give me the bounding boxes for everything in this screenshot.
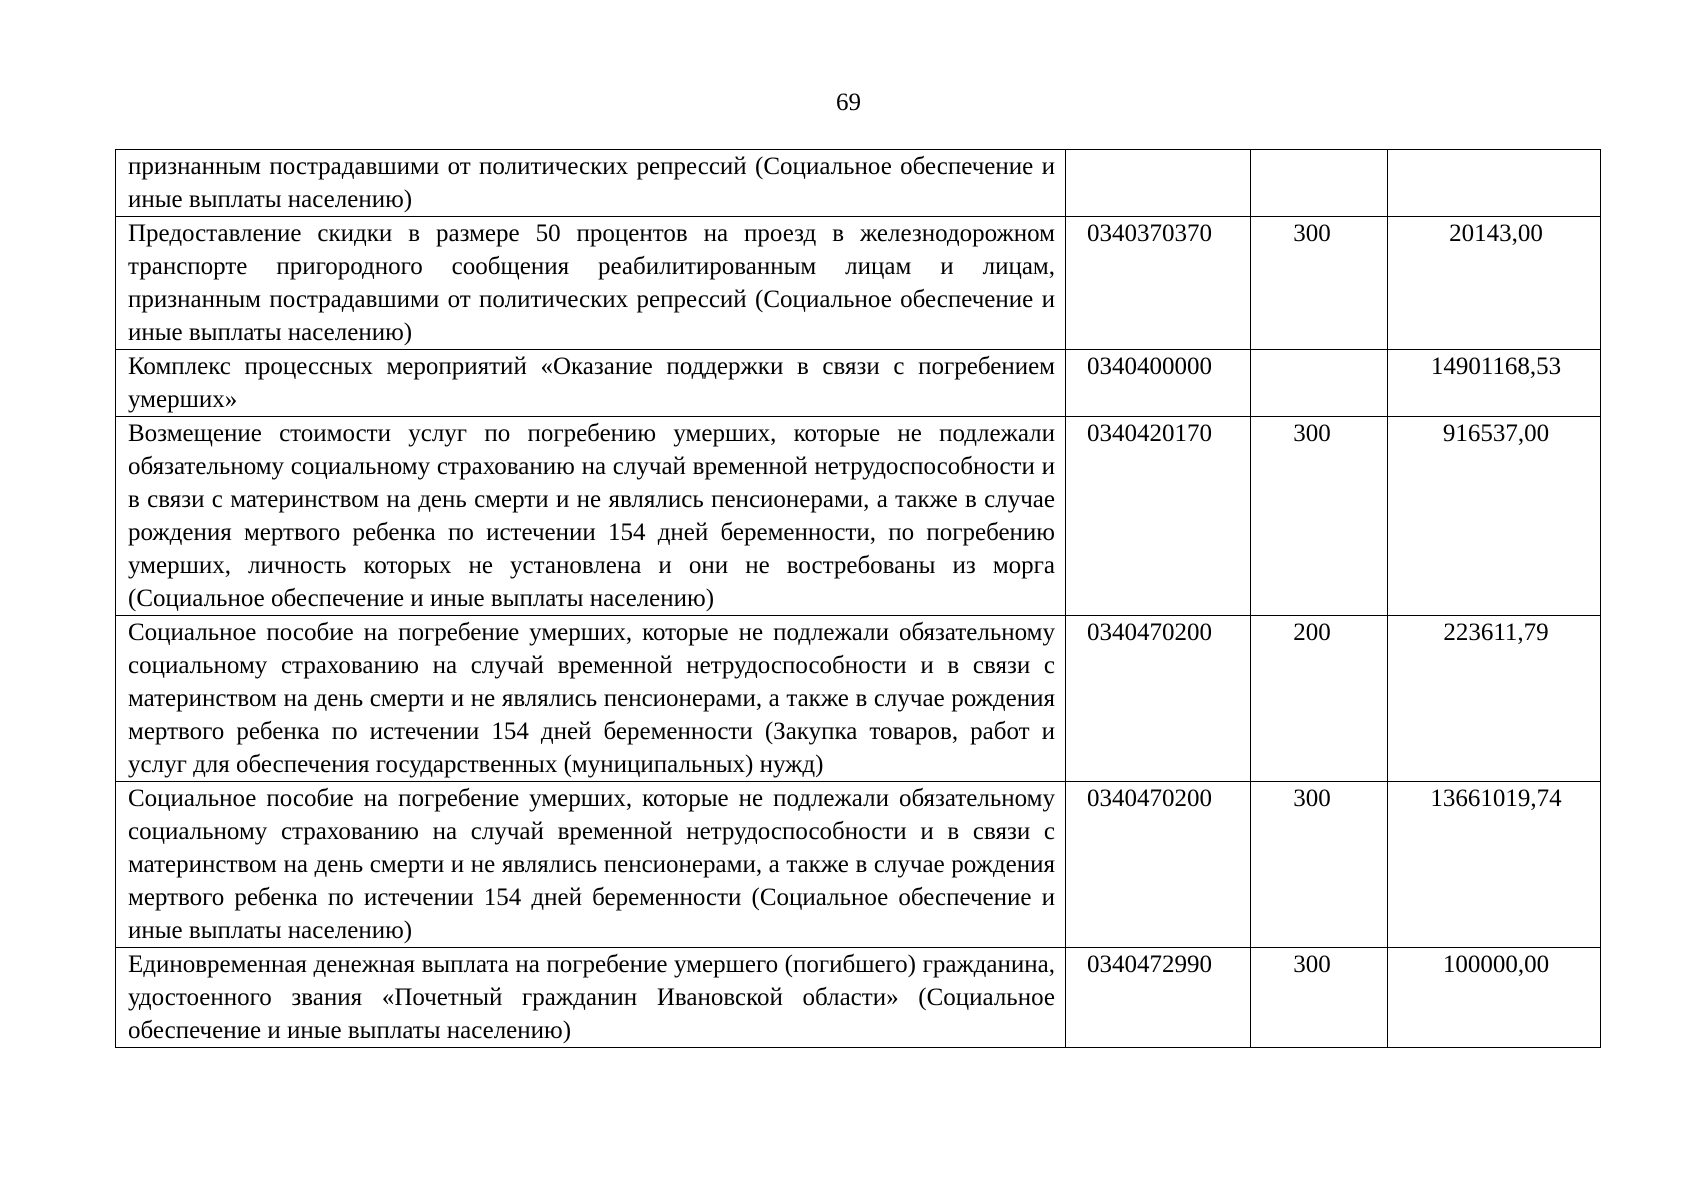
- row-sum: 100000,00: [1388, 948, 1601, 1048]
- page-number: 69: [836, 89, 861, 116]
- row-sum: 223611,79: [1388, 616, 1601, 782]
- table-row: [116, 782, 1601, 948]
- row-expense-type: [1251, 150, 1388, 217]
- budget-table: [115, 149, 1601, 1048]
- table-row: [116, 417, 1601, 616]
- table-row: [116, 948, 1601, 1048]
- row-name: Возмещение стоимости услуг по погребению умерших, которые не подлежали обязательному социальному страхованию на случай временной нетрудоспособности и в связи с материнством на день смерти и не являлись пенсионерами, а также в случае рождения мертвого ребенка по истечении 154 дней беременности, по погребению умерших, личность которых не установлена и они не востребованы из морга (Социальное обеспечение и иные выплаты населению): [116, 417, 1066, 616]
- row-name: Комплекс процессных мероприятий «Оказание поддержки в связи с погребением умерших»: [116, 350, 1066, 417]
- row-name: признанным пострадавшими от политических репрессий (Социальное обеспечение и иные выплаты населению): [116, 150, 1066, 217]
- row-expense-type: 300: [1251, 948, 1388, 1048]
- table-row: [116, 150, 1601, 217]
- row-code: 0340472990: [1066, 948, 1251, 1048]
- row-expense-type: 300: [1251, 217, 1388, 350]
- row-sum: 13661019,74: [1388, 782, 1601, 948]
- row-sum: 20143,00: [1388, 217, 1601, 350]
- row-code: 0340370370: [1066, 217, 1251, 350]
- row-name: Социальное пособие на погребение умерших, которые не подлежали обязательному социальному страхованию на случай временной нетрудоспособности и в связи с материнством на день смерти и не являлись пенсионерами, а также в случае рождения мертвого ребенка по истечении 154 дней беременности (Закупка товаров, работ и услуг для обеспечения государственных (муниципальных) нужд): [116, 616, 1066, 782]
- row-code: 0340470200: [1066, 616, 1251, 782]
- row-expense-type: 300: [1251, 782, 1388, 948]
- row-name: Предоставление скидки в размере 50 процентов на проезд в железнодорожном транспорте пригородного сообщения реабилитированным лицам и лицам, признанным пострадавшими от политических репрессий (Социальное обеспечение и иные выплаты населению): [116, 217, 1066, 350]
- row-code: [1066, 150, 1251, 217]
- row-expense-type: 300: [1251, 417, 1388, 616]
- row-sum: 916537,00: [1388, 417, 1601, 616]
- table-row: [116, 350, 1601, 417]
- row-name: Единовременная денежная выплата на погребение умершего (погибшего) гражданина, удостоенного звания «Почетный гражданин Ивановской области» (Социальное обеспечение и иные выплаты населению): [116, 948, 1066, 1048]
- row-code: 0340400000: [1066, 350, 1251, 417]
- row-code: 0340470200: [1066, 782, 1251, 948]
- row-name: Социальное пособие на погребение умерших, которые не подлежали обязательному социальному страхованию на случай временной нетрудоспособности и в связи с материнством на день смерти и не являлись пенсионерами, а также в случае рождения мертвого ребенка по истечении 154 дней беременности (Социальное обеспечение и иные выплаты населению): [116, 782, 1066, 948]
- row-expense-type: 200: [1251, 616, 1388, 782]
- row-code: 0340420170: [1066, 417, 1251, 616]
- table-row: [116, 616, 1601, 782]
- row-sum: [1388, 150, 1601, 217]
- row-sum: 14901168,53: [1388, 350, 1601, 417]
- table-row: [116, 217, 1601, 350]
- row-expense-type: [1251, 350, 1388, 417]
